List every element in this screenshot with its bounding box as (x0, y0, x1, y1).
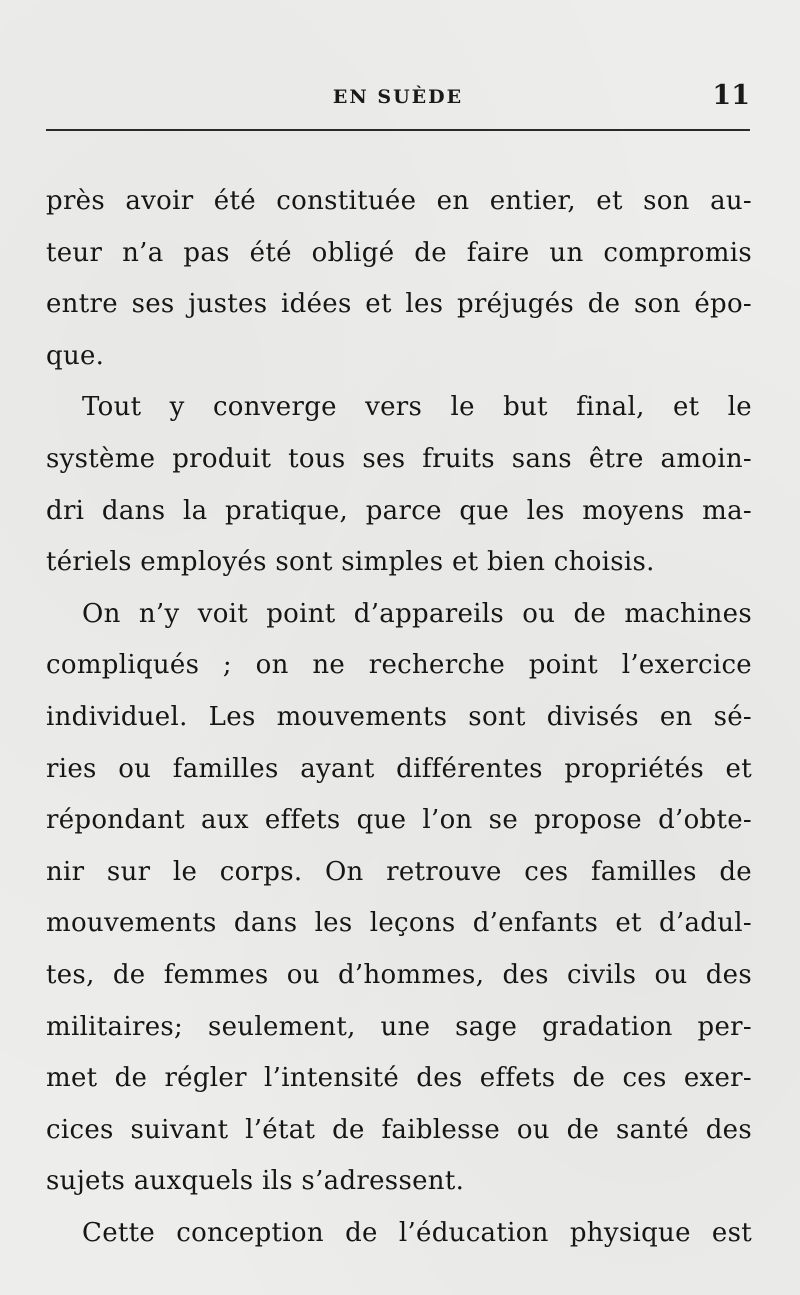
text-line: militaires; seulement, une sage gradation per- (46, 1011, 752, 1042)
text-line: Tout y converge vers le but final, et le (82, 392, 752, 423)
text-line: système produit tous ses fruits sans être amoin- (46, 443, 752, 474)
text-line: ries ou familles ayant différentes propriétés et (46, 753, 752, 784)
text-line: entre ses justes idées et les préjugés de son épo- (46, 289, 752, 320)
text-line: tes, de femmes ou d’hommes, des civils ou des (46, 959, 752, 990)
running-title: EN SUÈDE (332, 86, 464, 108)
text-line: sujets auxquels ils s’adressent. (46, 1166, 465, 1197)
text-line: individuel. Les mouvements sont divisés en sé- (46, 701, 752, 732)
text-line: teur n’a pas été obligé de faire un compromis (46, 237, 752, 268)
running-head (46, 80, 750, 114)
text-line: On n’y voit point d’appareils ou de machines (82, 598, 752, 629)
text-line: compliqués ; on ne recherche point l’exercice (46, 650, 752, 681)
text-line: Cette conception de l’éducation physique est (82, 1217, 752, 1248)
text-line: tériels employés sont simples et bien choisis. (46, 547, 655, 578)
header-rule (46, 129, 750, 131)
text-line: nir sur le corps. On retrouve ces familles de (46, 856, 752, 887)
text-line: répondant aux effets que l’on se propose d’obte- (46, 805, 752, 836)
text-line: près avoir été constituée en entier, et son au- (46, 186, 752, 216)
page-number: 11 (712, 80, 750, 111)
text-line: mouvements dans les leçons d’enfants et d’adul- (46, 908, 752, 939)
text-line: cices suivant l’état de faiblesse ou de santé des (46, 1114, 752, 1145)
text-line: que. (46, 340, 105, 371)
text-line: met de régler l’intensité des effets de ces exer- (46, 1063, 752, 1094)
body-text (46, 176, 752, 1259)
text-line: dri dans la pratique, parce que les moyens ma- (46, 495, 752, 526)
